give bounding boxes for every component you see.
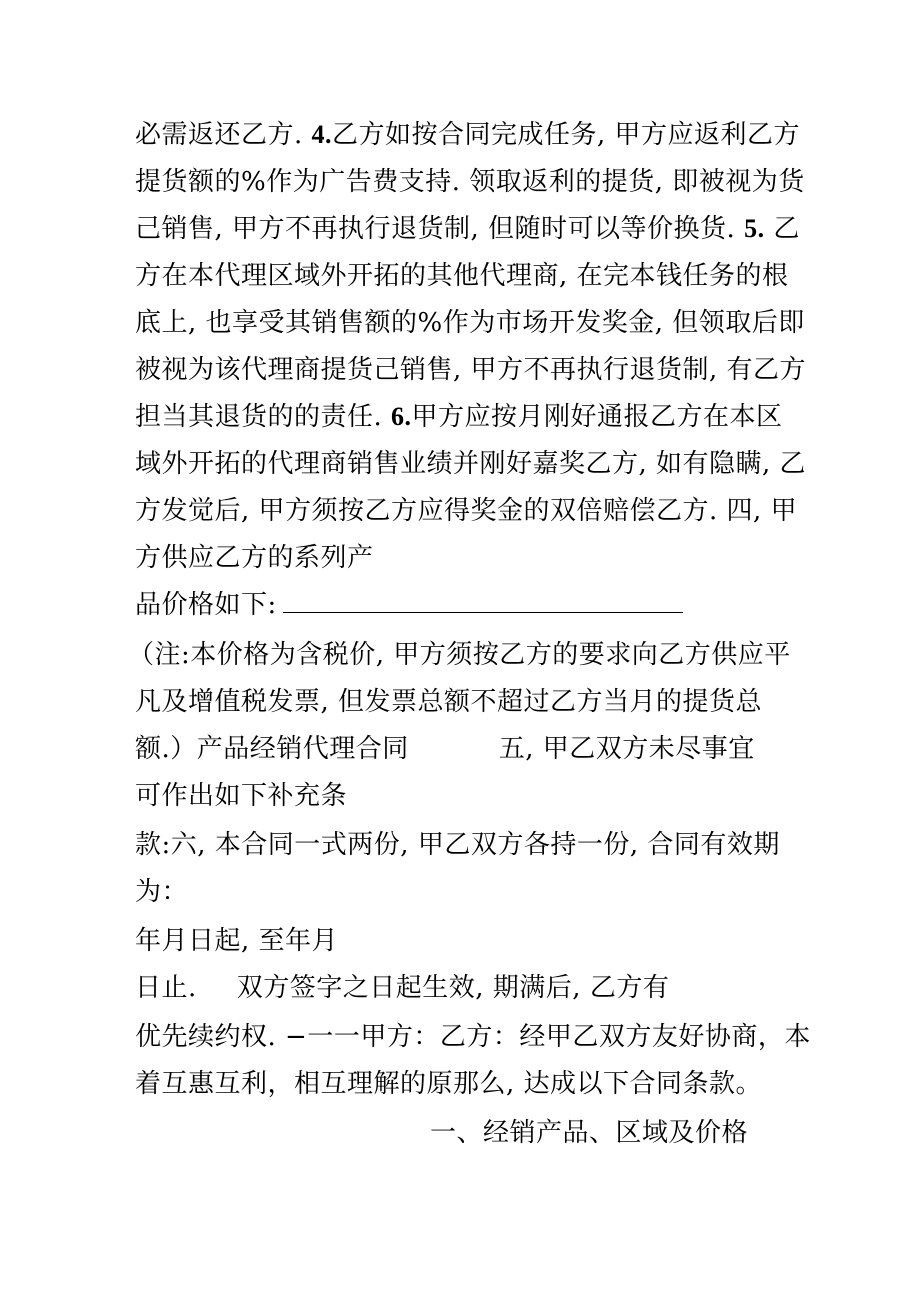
note-text: （注:本价格为含税价, 甲方须按乙方的要求向乙方供应平	[128, 640, 791, 670]
text-segment: 甲方应按月刚好通报乙方在本区	[411, 402, 783, 432]
clause-number: 4.	[311, 120, 333, 149]
text-segment: 底上, 也享受其销售额的%作为市场开发奖金, 但领取后即	[135, 308, 805, 338]
text-segment: 担当其退货的的责任.	[135, 402, 392, 432]
principle-text: 着互惠互利，相互理解的原那么, 达成以下合同条款。	[135, 1069, 763, 1099]
text-segment: 必需返还乙方.	[135, 120, 312, 150]
note-text: 凡及增值税发票, 但发票总额不超过乙方当月的提货总	[135, 687, 763, 717]
date-to-text: 日止.	[135, 973, 197, 1003]
note-line	[128, 640, 791, 670]
section-heading	[430, 1118, 748, 1148]
price-line	[135, 590, 683, 620]
paragraph-line	[135, 120, 800, 150]
paragraph-line	[135, 926, 338, 956]
note-end-text: 额.）产品经销代理合同	[135, 734, 409, 764]
text-segment: 方供应乙方的系列产	[135, 543, 374, 573]
note-end-line	[135, 734, 755, 764]
note-line	[135, 687, 762, 717]
text-segment: 乙	[764, 214, 800, 244]
text-segment: 己销售, 甲方不再执行退货制, 但随时可以等价换货.	[135, 214, 745, 244]
paragraph-line	[135, 449, 806, 479]
paragraph-line	[135, 1069, 762, 1099]
renewal-text: 优先续约权. −一一甲方：乙方：经甲乙双方友好协商，本	[135, 1022, 811, 1052]
section-six-text: 款:六, 本合同一式两份, 甲乙双方各持一份, 合同有效期	[135, 830, 780, 860]
text-segment: 域外开拓的代理商销售业绩并刚好嘉奖乙方, 如有隐瞒, 乙	[135, 449, 807, 479]
validity-label: 为：	[135, 877, 189, 907]
paragraph-line	[135, 355, 806, 385]
text-segment: 方发觉后, 甲方须按乙方应得奖金的双倍赔偿乙方. 四, 甲	[135, 496, 798, 526]
date-from-text: 年月日起, 至年月	[135, 926, 339, 956]
text-segment: 方在本代理区域外开拓的其他代理商, 在完本钱任务的根	[135, 261, 789, 291]
effective-text: 双方签字之日起生效, 期满后, 乙方有	[236, 973, 670, 1003]
paragraph-line	[135, 1022, 811, 1052]
paragraph-line	[135, 877, 188, 907]
text-segment: 被视为该代理商提货己销售, 甲方不再执行退货制, 有乙方	[135, 355, 807, 385]
paragraph-line	[135, 496, 797, 526]
blank-fill-line	[283, 590, 683, 613]
paragraph-line	[135, 261, 789, 291]
paragraph-line	[135, 973, 669, 1003]
paragraph-line	[135, 402, 783, 432]
clause-number: 5.	[744, 214, 765, 243]
text-segment: 提货额的%作为广告费支持. 领取返利的提货, 即被视为货	[135, 167, 805, 197]
paragraph-line	[135, 167, 805, 197]
heading-text: 一、经销产品、区域及价格	[430, 1118, 749, 1148]
paragraph-line	[135, 781, 347, 811]
paragraph-line	[135, 830, 780, 860]
price-label: 品价格如下:	[135, 590, 277, 620]
supplement-text: 可作出如下补充条	[135, 781, 348, 811]
paragraph-line	[135, 543, 374, 573]
paragraph-line	[135, 214, 800, 244]
paragraph-line	[135, 308, 805, 338]
clause-number: 6.	[391, 402, 412, 431]
text-segment: 乙方如按合同完成任务, 甲方应返利乙方	[332, 120, 801, 150]
section-five-text: 五, 甲乙双方未尽事宜	[498, 734, 755, 764]
